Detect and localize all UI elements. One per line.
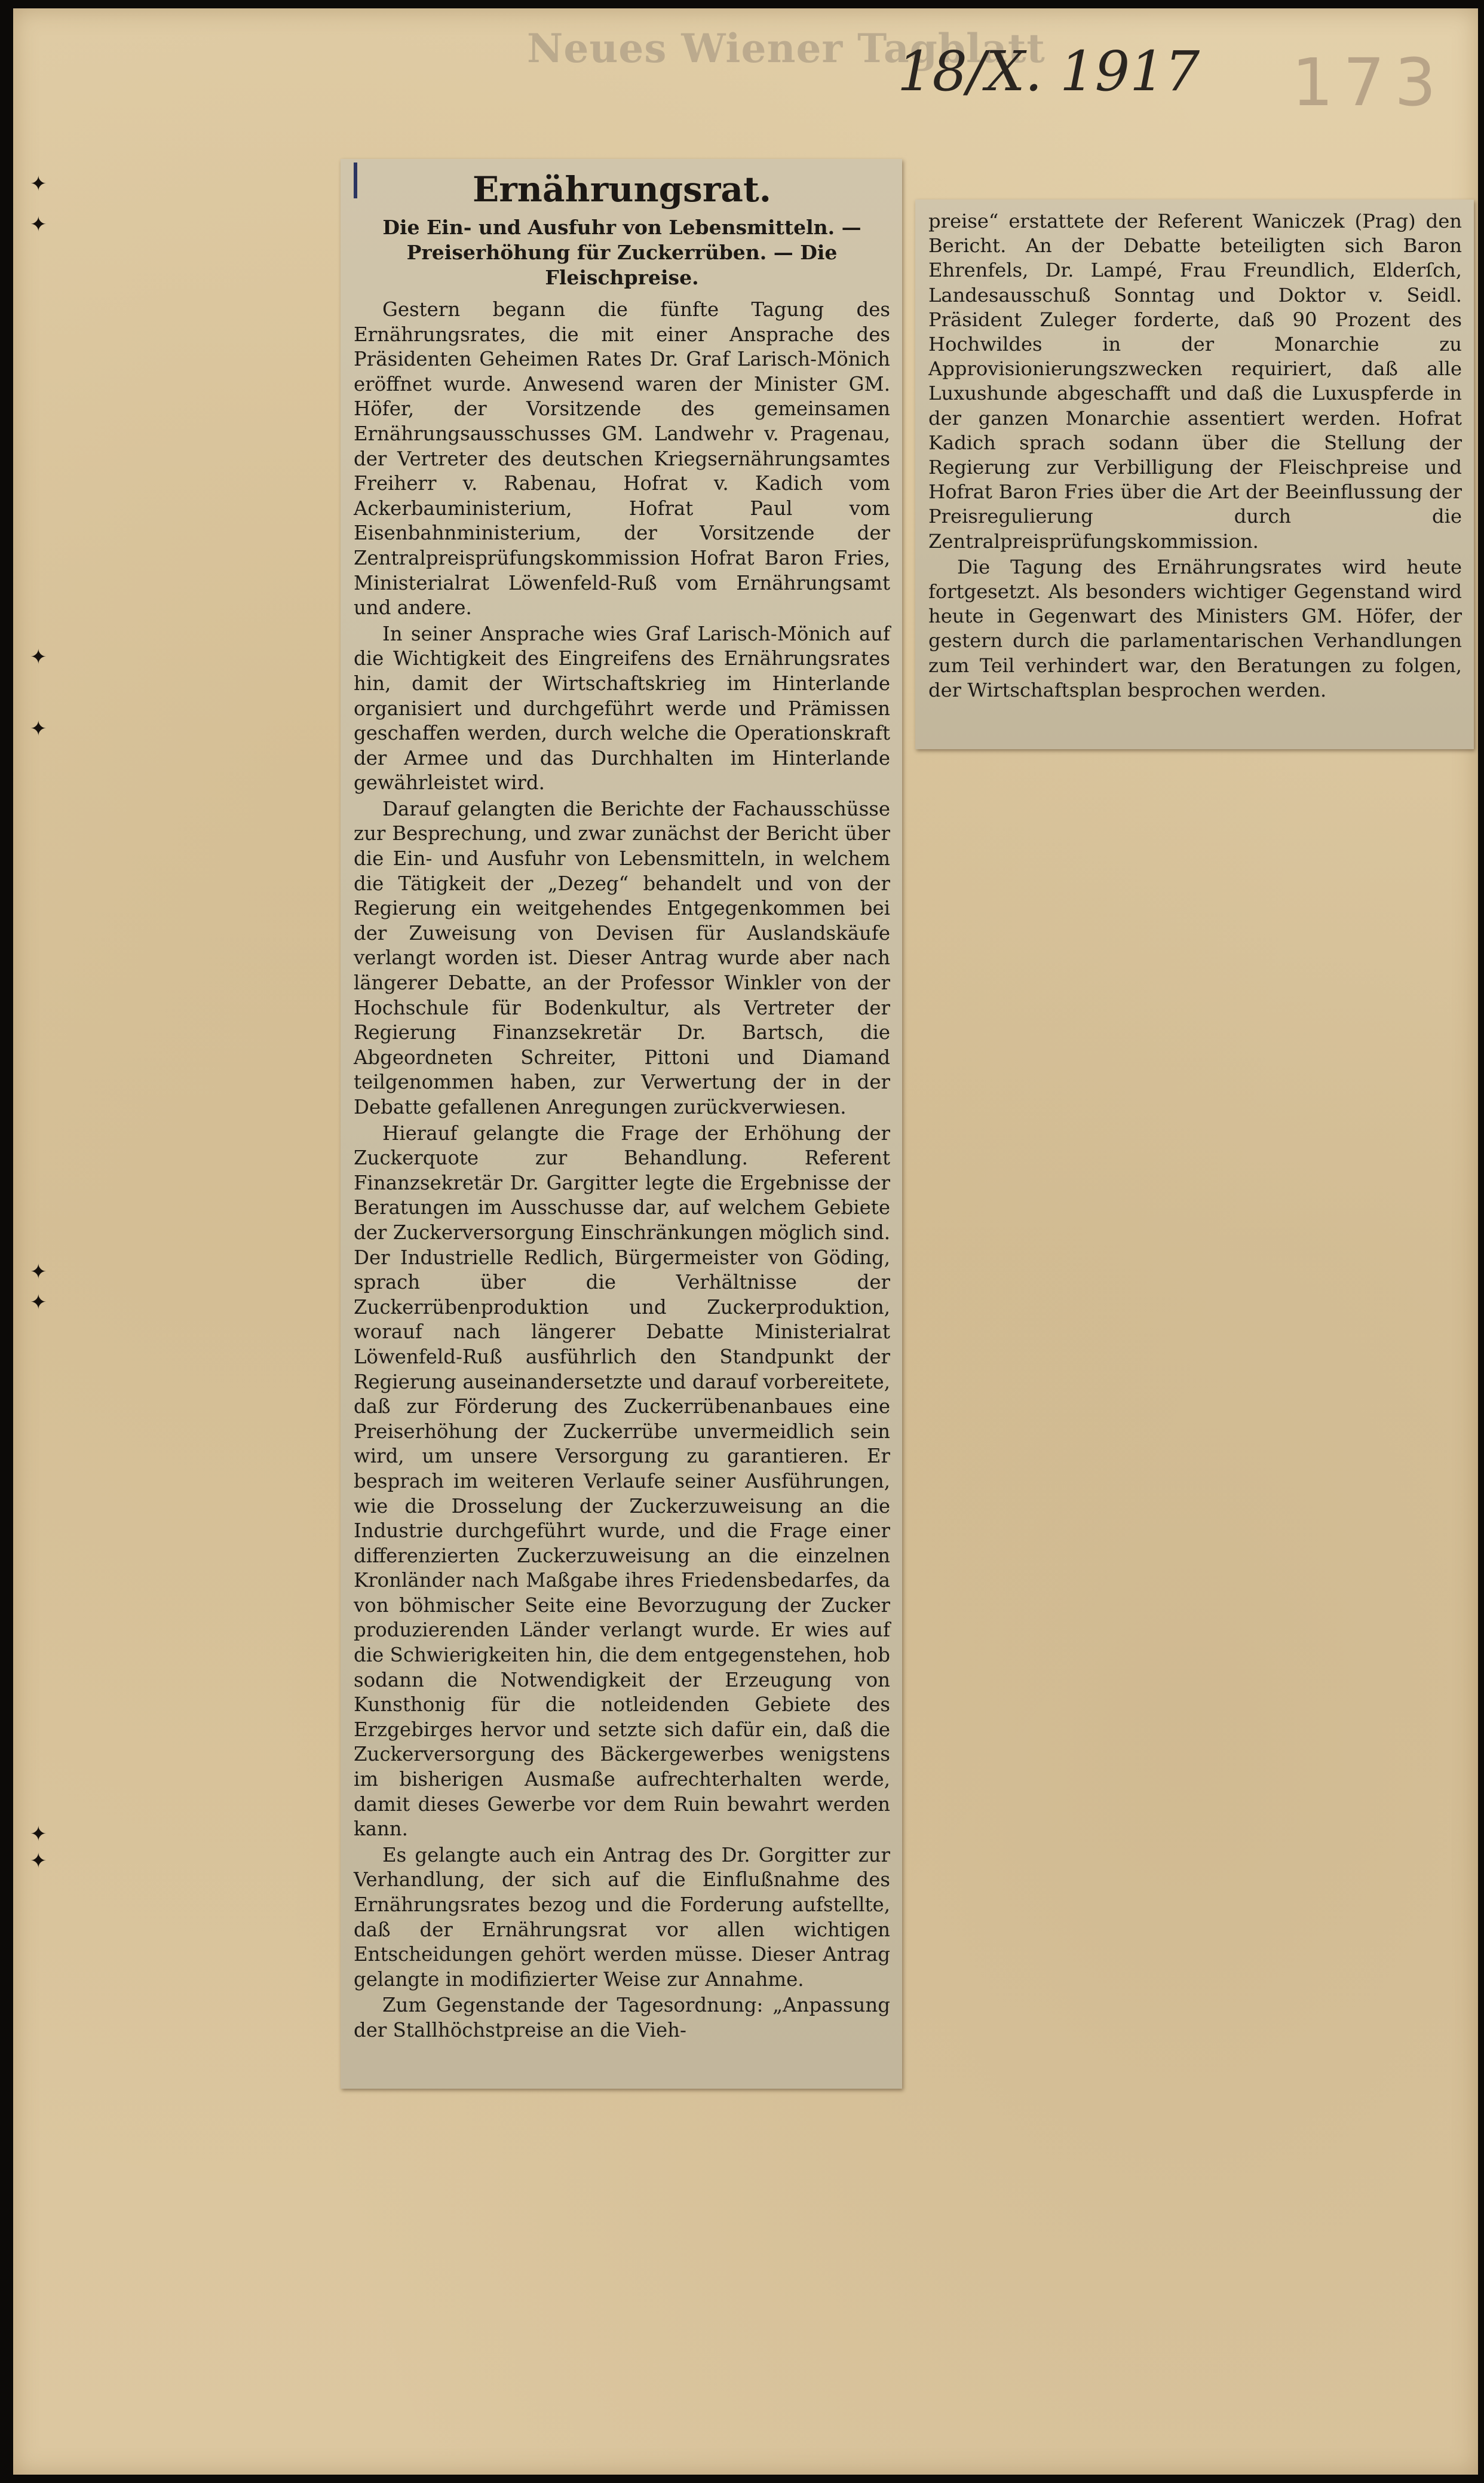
article-subheadline: Die Ein- und Ausfuhr von Lebensmitteln. — Preiserhöhung für Zuckerrüben. — Die Fleischpreise. [382, 216, 861, 289]
article-paragraph: Die Tagung des Ernährungsrates wird heute fortgesetzt. Als besonders wichtiger Gegenstand wird heute in Gegenwart des Ministers GM. Höfer, der gestern durch die parlamentarischen Verhandlungen zum Teil verhindert war, den Beratungen zu folgen, der Wirtschaftsplan besprochen werden. [928, 555, 1462, 701]
binding-mark: ✦ [30, 1260, 47, 1284]
binding-mark: ✦ [30, 172, 47, 196]
article-paragraph: Gestern begann die fünfte Tagung des Ernährungsrates, die mit einer Ansprache des Präsidenten Geheimen Rates Dr. Graf Larisch-Mönich eröffnet wurde. Anwesend waren der Minister GM. Höfer, der Vorsitzende des gemeinsamen Ernährungsausschusses GM. Landwehr v. Pragenau, der Vertreter des deutschen Kriegsernährungsamtes Freiherr v. Rabenau, Hofrat v. Kadich vom Ackerbauministerium, Hofrat Paul vom Eisenbahnministerium, der Vorsitzende der Zentralpreisprüfungskommission Hofrat Baron Fries, Ministerialrat Löwenfeld-Ruß vom Ernährungsamt und andere. [354, 298, 890, 620]
handwritten-date: 18/X. 1917 [897, 39, 1200, 103]
newspaper-masthead: Neues Wiener Tagblatt [527, 25, 1045, 72]
article-paragraph: preise“ erstattete der Referent Waniczek (Prag) den Bericht. An der Debatte beteiligten sich Baron Ehrenfels, Dr. Lampé, Frau Freundlich, Elderſch, Landesausschuß Sonntag und Doktor v. Seidl. Präsident Zuleger forderte, daß 90 Prozent des Hochwildes in der Monarchie zu Approvisionierungszwecken requiriert, daß alle Luxushunde abgeschafft und daß die Luxuspferde in der ganzen Monarchie assentiert werden. Hofrat Kadich sprach sodann über die Stellung der Regierung zur Verbilligung der Fleischpreise und Hofrat Baron Fries über die Art der Beeinflussung der Preisregulierung durch die Zentralpreisprüfungskommission. [928, 210, 1462, 553]
binding-mark: ✦ [30, 213, 47, 237]
article-paragraph: In seiner Ansprache wies Graf Larisch-Mönich auf die Wichtigkeit des Eingreifens des Ernährungsrates hin, damit der Wirtschaftskrieg im Hinterlande organisiert und durchgeführt werde und Prämissen geschaffen werden, durch welche die Operationskraft der Armee und das Durchhalten im Hinterlande gewährleistet wird. [354, 622, 890, 795]
archive-page-number: 173 [1292, 44, 1446, 121]
archive-sheet [13, 8, 1478, 2475]
article-paragraph: Darauf gelangten die Berichte der Fachausschüsse zur Besprechung, und zwar zunächst der Bericht über die Ein- und Ausfuhr von Lebensmitteln, in welchem die Tätigkeit der „Dezeg“ behandelt und von der Regierung ein weitgehendes Entgegenkommen bei der Zuweisung von Devisen für Auslandskäufe verlangt worden ist. Dieser Antrag wurde aber nach längerer Debatte, an der Professor Winkler von der Hochschule für Bodenkultur, als Vertreter der Regierung Finanzsekretär Dr. Bartsch, die Abgeordneten Schreiter, Pittoni und Diamand teilgenommen haben, zur Verwertung der in der Debatte gefallenen Anregungen zurückverwiesen. [354, 797, 890, 1118]
newspaper-clipping-main [341, 159, 902, 2089]
binding-mark: ✦ [30, 645, 47, 669]
article-paragraph: Es gelangte auch ein Antrag des Dr. Gorgitter zur Verhandlung, der sich auf die Einflußnahme des Ernährungsrates bezog und die Forderung aufstellte, daß der Ernährungsrat vor allen wichtigen Entscheidungen gehört werden müsse. Dieser Antrag gelangte in modifizierter Weise zur Annahme. [354, 1843, 890, 1991]
binding-mark: ✦ [30, 717, 47, 741]
clipping-text-column [915, 200, 1474, 749]
binding-mark: ✦ [30, 1849, 47, 1873]
article-paragraph: Hierauf gelangte die Frage der Erhöhung der Zuckerquote zur Behandlung. Referent Finanzsekretär Dr. Gargitter legte die Ergebnisse der Beratungen im Ausschusse dar, auf welchem Gebiete der Zuckerversorgung Einschränkungen möglich sind. Der Industrielle Redlich, Bürgermeister von Göding, sprach über die Verhältnisse der Zuckerrübenproduktion und Zuckerproduktion, worauf nach längerer Debatte Ministerialrat Löwenfeld-Ruß ausführlich den Standpunkt der Regierung auseinandersetzte und darauf vorbereitete, daß zur Förderung des Zuckerrübenanbaues eine Preiserhöhung der Zuckerrübe unvermeidlich sein wird, um unsere Versorgung zu garantieren. Er besprach im weiteren Verlaufe seiner Ausführungen, wie die Drosselung der Zuckerzuweisung an die Industrie durchgeführt wurde, und die Frage einer differenzierten Zuckerzuweisung an die einzelnen Kronländer nach Maßgabe ihres Friedensbedarfes, da von böhmischer Seite eine Bevorzugung der Zucker produzierenden Länder verlangt wurde. Er wies auf die Schwierigkeiten hin, die dem entgegenstehen, hob sodann die Notwendigkeit der Erzeugung von Kunsthonig für die notleidenden Gebiete des Erzgebirges hervor und setzte sich dafür ein, daß die Zuckerversorgung des Bäckergewerbes wenigstens im bisherigen Ausmaße aufrechterhalten werde, damit dieses Gewerbe vor dem Ruin bewahrt werden kann. [354, 1121, 890, 1841]
newspaper-clipping-continuation [915, 200, 1474, 749]
clipping-text-column [341, 159, 902, 2089]
article-paragraph: Zum Gegenstande der Tagesordnung: „Anpassung der Stallhöchstpreise an die Vieh- [354, 1994, 890, 2041]
binding-mark: ✦ [30, 1822, 47, 1846]
article-headline: Ernährungsrat. [473, 169, 771, 210]
blue-pencil-mark [354, 163, 357, 198]
binding-mark: ✦ [30, 1290, 47, 1314]
